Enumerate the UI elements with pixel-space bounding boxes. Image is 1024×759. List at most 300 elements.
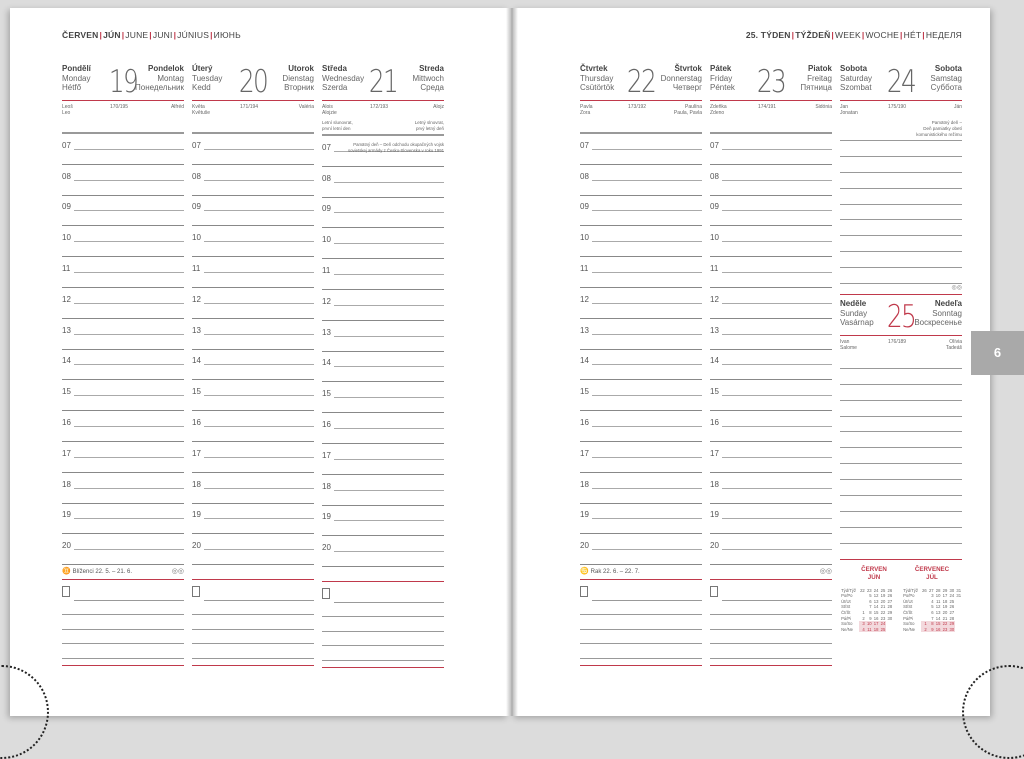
header-separator: | (99, 30, 103, 40)
calendar-cell: Čt/Št (903, 609, 913, 615)
notes-line[interactable] (192, 630, 314, 645)
hour-slot-07[interactable] (192, 133, 314, 165)
writing-line[interactable] (840, 252, 962, 268)
hour-label: 15 (322, 389, 331, 399)
hour-label: 10 (710, 233, 719, 243)
month-name: ČERVENEC (914, 565, 950, 573)
day-name: Piatok (807, 64, 832, 73)
hour-label: 12 (192, 294, 201, 304)
hour-slot-11[interactable] (580, 257, 702, 288)
calendar-cell: Po/Po (841, 593, 853, 599)
writing-line[interactable] (840, 544, 962, 560)
hour-slot-15[interactable] (62, 380, 184, 411)
calendar-cell: 25 (880, 626, 886, 632)
day-name: Szerda (322, 83, 348, 92)
calendar-cell: 13 (935, 609, 941, 615)
day-names-left (580, 64, 614, 93)
name-day: Valéria (298, 104, 314, 110)
writing-line[interactable] (840, 385, 962, 401)
calendar-cell: Po/Po (903, 593, 915, 599)
day-of-year: 172/193 (370, 104, 389, 110)
writing-line[interactable] (840, 205, 962, 221)
hour-half-line (592, 180, 702, 181)
header-separator: | (900, 30, 903, 40)
hour-label: 07 (580, 140, 589, 150)
hour-half-line (592, 549, 702, 550)
name-day: Tadeáš (945, 345, 962, 352)
notes-line[interactable] (580, 601, 702, 616)
day-name: Szombat (840, 83, 872, 92)
day-column-20 (192, 60, 314, 672)
day-number: 25 (886, 299, 916, 336)
hour-slot-07[interactable] (710, 133, 832, 165)
hour-half-line (334, 397, 444, 398)
calendar-cell: 22 (942, 621, 948, 627)
hour-slot-12[interactable] (62, 288, 184, 319)
hour-half-line (592, 149, 702, 150)
name-days-right (946, 339, 962, 351)
notes-line[interactable] (322, 617, 444, 632)
name-days-right (954, 104, 962, 110)
notes-line[interactable] (322, 603, 444, 618)
calendar-cell: Ne/Ne (903, 626, 915, 632)
hour-slot-16[interactable] (710, 411, 832, 442)
name-day: Jonatan (840, 110, 858, 116)
calendar-cell: 16 (873, 615, 879, 621)
calendar-cell: 21 (942, 615, 948, 621)
hour-half-line (74, 149, 184, 150)
hour-slot-15[interactable] (322, 382, 444, 413)
day-name: Tuesday (192, 73, 223, 83)
hour-half-line (204, 334, 314, 335)
hour-label: 07 (322, 142, 331, 152)
calendar-cell: 12 (873, 593, 879, 599)
hour-label: 12 (710, 294, 719, 304)
name-days (192, 101, 314, 118)
day-number: 24 (886, 64, 916, 100)
hour-slot-08[interactable] (710, 165, 832, 196)
notes-line[interactable] (192, 601, 314, 616)
hour-half-line (204, 457, 314, 458)
calendar-cell: 20 (942, 609, 948, 615)
day-name: Пятница (800, 83, 832, 92)
writing-line[interactable] (840, 268, 962, 284)
calendar-cell: 2 (921, 627, 928, 633)
notes-area[interactable] (322, 582, 444, 668)
day-name: Dienstag (282, 73, 314, 83)
day-name: Donnerstag (660, 73, 702, 83)
hour-label: 08 (322, 173, 331, 183)
day-names-right (661, 64, 702, 93)
notes-line[interactable] (62, 601, 184, 616)
hour-slot-20[interactable] (192, 534, 314, 565)
hour-label: 17 (580, 448, 589, 458)
notes-line[interactable] (580, 644, 702, 659)
writing-line[interactable] (840, 189, 962, 205)
hour-slot-15[interactable] (710, 380, 832, 411)
hour-slot-16[interactable] (322, 413, 444, 444)
hour-slot-17[interactable] (580, 442, 702, 473)
name-days-right (433, 104, 444, 110)
hour-slot-17[interactable] (322, 444, 444, 475)
right-week-header (746, 30, 962, 40)
calendar-cell: 29 (942, 587, 948, 593)
day-names-right (914, 299, 962, 328)
day-number: 21 (368, 64, 398, 100)
day-name: Kedd (192, 83, 211, 92)
hour-half-line (334, 243, 444, 244)
hour-slot-11[interactable] (192, 257, 314, 288)
hour-slot-19[interactable] (322, 506, 444, 537)
hour-slot-09[interactable] (322, 198, 444, 229)
hour-slot-11[interactable] (62, 257, 184, 288)
hour-label: 19 (62, 510, 71, 520)
calendar-cell: 30 (887, 615, 893, 621)
hour-label: 20 (580, 541, 589, 551)
hour-label: 18 (62, 479, 71, 489)
writing-line[interactable] (840, 448, 962, 464)
hour-half-line (74, 426, 184, 427)
writing-line[interactable] (840, 528, 962, 544)
hour-label: 13 (710, 325, 719, 335)
day-name: Samstag (930, 73, 962, 83)
hour-slot-13[interactable] (192, 319, 314, 350)
hour-label: 16 (62, 417, 71, 427)
day-names-left (322, 64, 364, 93)
hour-half-line (722, 334, 832, 335)
notes-line[interactable] (710, 630, 832, 645)
hour-half-line (74, 334, 184, 335)
hour-half-line (204, 303, 314, 304)
day-name: Friday (710, 73, 733, 83)
writing-line[interactable] (840, 173, 962, 189)
hour-half-line (204, 518, 314, 519)
notes-area[interactable] (192, 580, 314, 666)
calendar-month-1 (844, 566, 904, 582)
month-index-tab[interactable]: 6 (971, 331, 1024, 375)
hour-label: 11 (62, 263, 71, 273)
hour-slot-09[interactable] (580, 196, 702, 227)
hour-label: 16 (192, 417, 201, 427)
notes-line[interactable] (580, 615, 702, 630)
calendar-cell: 28 (949, 615, 955, 621)
calendar-cell: 29 (887, 609, 893, 615)
writing-line[interactable] (840, 401, 962, 417)
book-spine (506, 8, 518, 716)
writing-line[interactable] (840, 464, 962, 480)
calendar-cell: 2 (862, 615, 865, 621)
day-column-23 (710, 60, 832, 672)
hour-half-line (334, 459, 444, 460)
hour-slot-08[interactable] (192, 165, 314, 196)
hour-slot-13[interactable] (580, 319, 702, 350)
day-name: Montag (157, 73, 184, 83)
notes-end-line (62, 659, 184, 666)
calendar-cell: 11 (936, 598, 941, 604)
calendar-cell: 19 (942, 604, 948, 610)
day-name: Sobota (840, 64, 868, 73)
writing-line[interactable] (840, 369, 962, 385)
notes-line[interactable] (204, 586, 314, 601)
hour-slot-09[interactable] (192, 196, 314, 227)
hour-slot-20[interactable] (580, 534, 702, 565)
hour-half-line (204, 241, 314, 242)
calendar-cell: 5 (869, 593, 872, 599)
calendar-cell: 19 (880, 593, 886, 599)
calendar-cell: 23 (866, 587, 872, 593)
notes-line[interactable] (580, 630, 702, 645)
notes-line[interactable] (62, 644, 184, 659)
hour-slot-18[interactable] (322, 475, 444, 506)
notes-line[interactable] (62, 630, 184, 645)
hour-slot-14[interactable] (322, 352, 444, 383)
notes-area[interactable] (710, 580, 832, 666)
notes-line[interactable] (710, 644, 832, 659)
hour-slot-11[interactable] (710, 257, 832, 288)
day-header (840, 295, 962, 336)
header-separator: | (149, 30, 152, 40)
name-day: Ján (953, 104, 962, 110)
calendar-cell: 4 (859, 627, 866, 633)
hour-label: 09 (62, 202, 71, 212)
hour-half-line (334, 274, 444, 275)
hour-slot-15[interactable] (580, 380, 702, 411)
notes-line[interactable] (322, 646, 444, 661)
hour-slot-10[interactable] (192, 226, 314, 257)
notes-line[interactable] (722, 586, 832, 601)
hour-half-line (204, 210, 314, 211)
hour-half-line (334, 366, 444, 367)
notes-line[interactable] (334, 588, 444, 603)
header-separator: | (861, 30, 865, 40)
day-number: 19 (108, 64, 138, 100)
calendar-grid (902, 588, 962, 633)
hour-label: 09 (580, 202, 589, 212)
hour-slot-20[interactable] (710, 534, 832, 565)
writing-line[interactable] (840, 353, 962, 369)
notes-line[interactable] (710, 615, 832, 630)
day-names-right (282, 64, 314, 93)
day-of-year: 171/194 (240, 104, 259, 110)
writing-line[interactable] (840, 496, 962, 512)
hour-slot-19[interactable] (192, 504, 314, 535)
hour-label: 19 (710, 510, 719, 520)
day-header (840, 60, 962, 101)
hour-slot-12[interactable] (322, 290, 444, 321)
calendar-cell: So/So (903, 621, 915, 627)
name-day: Alois (322, 104, 333, 110)
notes-area[interactable] (580, 580, 702, 666)
hour-slot-13[interactable] (710, 319, 832, 350)
writing-line[interactable] (840, 512, 962, 528)
hour-half-line (74, 395, 184, 396)
hour-slot-10[interactable] (62, 226, 184, 257)
calendar-cell: 14 (873, 604, 879, 610)
notes-line[interactable] (192, 615, 314, 630)
hour-slot-18[interactable] (62, 473, 184, 504)
calendar-cell: 26 (922, 587, 927, 593)
day-header (710, 60, 832, 101)
hour-half-line (74, 241, 184, 242)
hour-slot-10[interactable] (710, 226, 832, 257)
note-line: komunistického režimu (916, 132, 962, 137)
name-days-right (171, 104, 184, 110)
writing-line[interactable] (840, 236, 962, 252)
hour-half-line (592, 334, 702, 335)
calendar-cell: 31 (956, 587, 962, 593)
hour-slot-08[interactable] (322, 167, 444, 198)
hour-half-line (74, 210, 184, 211)
calendar-cell: 20 (880, 598, 886, 604)
hour-slot-08[interactable] (62, 165, 184, 196)
hour-slot-17[interactable] (192, 442, 314, 473)
day-name: Utorok (288, 64, 314, 73)
hour-half-line (592, 488, 702, 489)
hour-half-line (204, 272, 314, 273)
day-name: Mittwoch (412, 73, 444, 83)
calendar-cell: 24 (873, 587, 879, 593)
hour-slot-14[interactable] (710, 350, 832, 381)
day-names-right (930, 64, 962, 93)
hour-slot-12[interactable] (192, 288, 314, 319)
hour-label: 11 (192, 263, 201, 273)
hour-slot-07[interactable] (322, 135, 444, 167)
hour-label: 19 (322, 512, 331, 522)
writing-line[interactable] (840, 157, 962, 173)
notes-line[interactable] (322, 632, 444, 647)
notes-end-line (322, 661, 444, 668)
hour-slot-20[interactable] (62, 534, 184, 565)
hour-label: 15 (192, 387, 201, 397)
hour-slot-12[interactable] (580, 288, 702, 319)
hour-half-line (334, 336, 444, 337)
hour-slot-09[interactable] (710, 196, 832, 227)
calendar-cell: Pá/Pi (903, 615, 914, 621)
hour-label: 11 (322, 265, 331, 275)
hour-slot-14[interactable] (580, 350, 702, 381)
calendar-cell: 27 (887, 598, 893, 604)
calendar-cell: 22 (880, 609, 886, 615)
hour-slot-18[interactable] (192, 473, 314, 504)
hour-slot-07[interactable] (62, 133, 184, 165)
calendar-cell: 9 (928, 627, 935, 633)
hour-slot-18[interactable] (580, 473, 702, 504)
hour-half-line (722, 241, 832, 242)
hour-slot-12[interactable] (710, 288, 832, 319)
hour-half-line (722, 395, 832, 396)
hour-slot-13[interactable] (62, 319, 184, 350)
day-name: Wednesday (322, 73, 365, 83)
hour-slot-18[interactable] (710, 473, 832, 504)
calendar-cell: 30 (949, 626, 955, 632)
calendar-row (902, 610, 962, 616)
hour-slot-11[interactable] (322, 259, 444, 290)
hour-slot-16[interactable] (192, 411, 314, 442)
calendar-cell: Týd/Týž (841, 587, 856, 593)
notes-line[interactable] (74, 586, 184, 601)
zodiac-text: Blíženci 22. 5. – 21. 6. (72, 569, 133, 576)
hour-slot-15[interactable] (192, 380, 314, 411)
name-days-right (299, 104, 314, 110)
hour-label: 10 (62, 233, 71, 243)
moon-phase-icon: ◎◎ (819, 568, 832, 576)
notes-line[interactable] (192, 644, 314, 659)
day-name: Štvrtok (674, 64, 702, 73)
gemini-icon: ♊ (62, 568, 73, 576)
name-day: Alojzie (322, 110, 337, 116)
hour-slot-09[interactable] (62, 196, 184, 227)
name-days-left (192, 104, 210, 116)
day-name: Воскресенье (914, 318, 962, 328)
hour-slot-19[interactable] (710, 504, 832, 535)
writing-line[interactable] (840, 480, 962, 496)
day-header (580, 60, 702, 101)
name-days-left (840, 104, 858, 116)
name-days-left (710, 104, 727, 116)
hour-slot-19[interactable] (62, 504, 184, 535)
day-names-right (800, 64, 832, 93)
hour-slot-07[interactable] (580, 133, 702, 165)
hour-half-line (334, 428, 444, 429)
writing-line[interactable] (840, 432, 962, 448)
note-line: Letný slnovrat, (414, 120, 444, 125)
calendar-cell: 6 (869, 598, 872, 604)
header-label: TÝŽDEŇ (795, 30, 831, 40)
day-name: Streda (419, 64, 444, 73)
hour-slot-13[interactable] (322, 321, 444, 352)
calendar-cell: 27 (949, 609, 955, 615)
hour-slot-20[interactable] (322, 536, 444, 567)
hour-slot-16[interactable] (62, 411, 184, 442)
writing-line[interactable] (840, 141, 962, 157)
day-name: Středa (322, 64, 347, 73)
day-names-right (412, 64, 444, 93)
notes-icon (580, 586, 588, 597)
hour-label: 10 (322, 235, 331, 245)
header-separator: | (831, 30, 835, 40)
day-name: Sonntag (932, 308, 962, 318)
writing-line[interactable] (840, 417, 962, 433)
calendar-cell: 23 (880, 615, 886, 621)
notes-area[interactable] (62, 580, 184, 666)
header-separator: | (791, 30, 795, 40)
hour-slot-16[interactable] (580, 411, 702, 442)
hour-slot-08[interactable] (580, 165, 702, 196)
hour-half-line (722, 272, 832, 273)
hour-slot-17[interactable] (710, 442, 832, 473)
notes-line[interactable] (592, 586, 702, 601)
day-names-left (840, 64, 872, 93)
hour-slot-10[interactable] (322, 228, 444, 259)
hour-slot-17[interactable] (62, 442, 184, 473)
day-name: Vasárnap (840, 318, 874, 328)
hour-label: 14 (710, 356, 719, 366)
hour-slot-19[interactable] (580, 504, 702, 535)
notes-line[interactable] (710, 601, 832, 616)
writing-line[interactable] (840, 220, 962, 236)
left-month-header (62, 30, 241, 40)
calendar-cell: 1 (862, 609, 865, 615)
hour-slot-14[interactable] (192, 350, 314, 381)
hour-slot-10[interactable] (580, 226, 702, 257)
name-day: Pavla (580, 104, 593, 110)
hour-slot-14[interactable] (62, 350, 184, 381)
notes-line[interactable] (62, 615, 184, 630)
hour-half-line (74, 518, 184, 519)
hour-half-line (204, 549, 314, 550)
hour-label: 19 (580, 510, 589, 520)
day-names-left (710, 64, 735, 93)
